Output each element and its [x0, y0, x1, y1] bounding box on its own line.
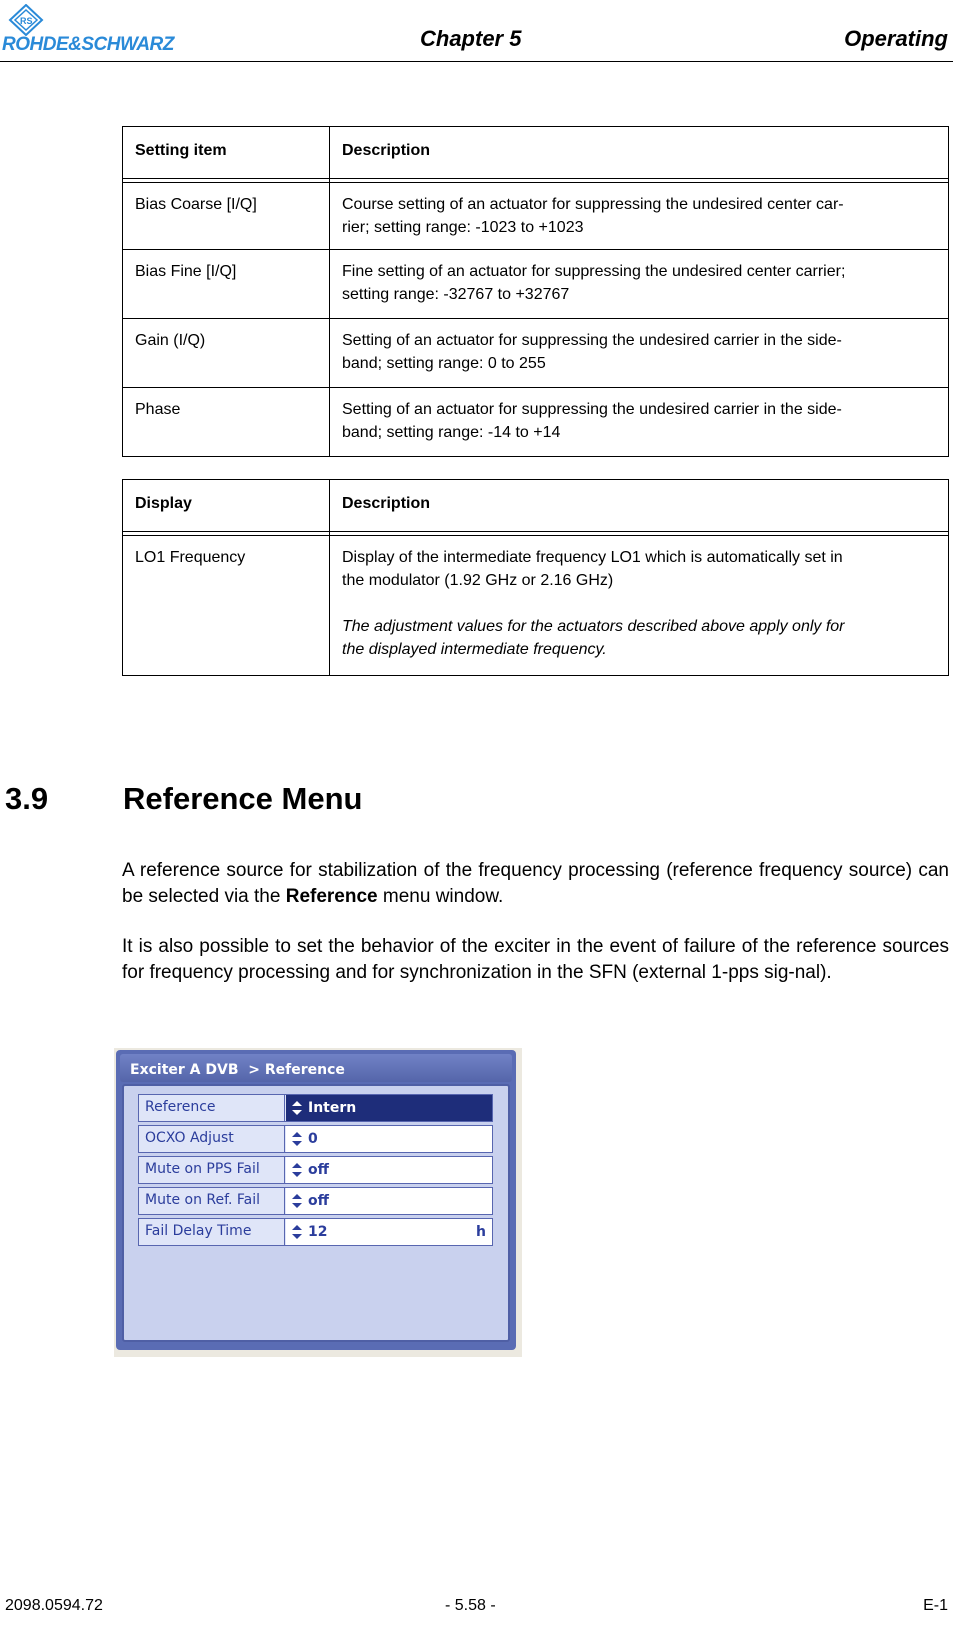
display-table: [122, 479, 949, 676]
setting-item: Gain (I/Q): [123, 319, 330, 388]
menu-row-value[interactable]: 0: [286, 1126, 492, 1152]
display-note: The adjustment values for the actuators described above apply only for: [342, 618, 845, 635]
menu-row-fail-delay-time[interactable]: [138, 1218, 493, 1246]
table-row: [123, 536, 949, 676]
table-row: [123, 388, 949, 457]
footer-page-number: - 5.58 -: [445, 1597, 496, 1614]
reference-bold: Reference: [285, 886, 378, 907]
menu-row-value[interactable]: off: [286, 1188, 492, 1214]
up-down-arrows-icon: [292, 1163, 302, 1177]
chapter-label: Chapter 5: [420, 26, 522, 51]
settings-table: [122, 126, 949, 457]
up-down-arrows-icon: [292, 1101, 302, 1115]
menu-row-ocxo-adjust[interactable]: [138, 1125, 493, 1153]
display-note: the displayed intermediate frequency.: [342, 641, 607, 658]
logo-text: ROHDE&SCHWARZ: [2, 34, 174, 55]
table-header-row: [123, 480, 949, 532]
menu-row-reference[interactable]: [138, 1094, 493, 1122]
table-header-row: [123, 127, 949, 179]
menu-row-label: Mute on PPS Fail: [139, 1157, 285, 1183]
menu-row-mute-on-ref-fail[interactable]: [138, 1187, 493, 1215]
page-header: [0, 0, 953, 62]
header-divider: [0, 61, 953, 62]
menu-title-bar: [120, 1054, 512, 1082]
up-down-arrows-icon: [292, 1225, 302, 1239]
setting-item: Bias Fine [I/Q]: [123, 250, 330, 319]
rohde-schwarz-logo: [2, 4, 232, 54]
paragraph-1: A reference source for stabilization of the frequency processing (reference frequency source) can be selected via the Reference menu window.: [122, 860, 949, 907]
menu-row-label: Reference: [139, 1095, 285, 1121]
menu-row-mute-on-pps-fail[interactable]: [138, 1156, 493, 1184]
display-item: LO1 Frequency: [123, 536, 330, 676]
menu-window: [116, 1050, 516, 1350]
setting-description: Course setting of an actuator for suppressing the undesired center car- rier; setting range: -1023 to +1023: [330, 183, 949, 250]
up-down-arrows-icon: [292, 1194, 302, 1208]
menu-row-value[interactable]: off: [286, 1157, 492, 1183]
menu-row-label: OCXO Adjust: [139, 1126, 285, 1152]
unit-label: h: [476, 1224, 486, 1240]
setting-description: Fine setting of an actuator for suppressing the undesired center carrier; setting range: -32767 to +32767: [330, 250, 949, 319]
table-row: [123, 250, 949, 319]
paragraph-2: It is also possible to set the behavior of the exciter in the event of failure of the reference sources for frequency processing and for synchronization in the SFN (external 1-pps sig-nal).: [122, 936, 949, 983]
menu-row-label: Mute on Ref. Fail: [139, 1188, 285, 1214]
menu-row-value[interactable]: 12 h: [286, 1219, 492, 1245]
table-row: [123, 319, 949, 388]
up-down-arrows-icon: [292, 1132, 302, 1146]
menu-body: [122, 1084, 510, 1342]
table-header-cell: Description: [330, 127, 949, 179]
setting-item: Phase: [123, 388, 330, 457]
section-label: Operating: [844, 26, 948, 51]
setting-item: Bias Coarse [I/Q]: [123, 183, 330, 250]
footer-doc-number: 2098.0594.72: [5, 1597, 103, 1614]
display-description: Display of the intermediate frequency LO1 which is automatically set in the modulator (1.92 GHz or 2.16 GHz) The adjustment values for the actuators described above apply only for the displayed intermediate frequency.: [330, 536, 949, 676]
table-row: [123, 183, 949, 250]
rs-diamond-icon: [6, 4, 46, 36]
menu-title: Exciter A DVB > Reference: [130, 1062, 345, 1078]
section-number: 3.9: [5, 781, 49, 816]
reference-menu-screenshot: [114, 1048, 522, 1357]
table-header-cell: Description: [330, 480, 949, 532]
menu-row-label: Fail Delay Time: [139, 1219, 285, 1245]
table-header-cell: Display: [123, 480, 330, 532]
table-header-cell: Setting item: [123, 127, 330, 179]
section-title: Reference Menu: [123, 781, 363, 816]
menu-row-value[interactable]: Intern: [286, 1095, 492, 1121]
footer-revision: E-1: [923, 1597, 948, 1614]
setting-description: Setting of an actuator for suppressing the undesired carrier in the side- band; setting range: 0 to 255: [330, 319, 949, 388]
svg-text:RS: RS: [20, 16, 33, 26]
setting-description: Setting of an actuator for suppressing the undesired carrier in the side- band; setting range: -14 to +14: [330, 388, 949, 457]
